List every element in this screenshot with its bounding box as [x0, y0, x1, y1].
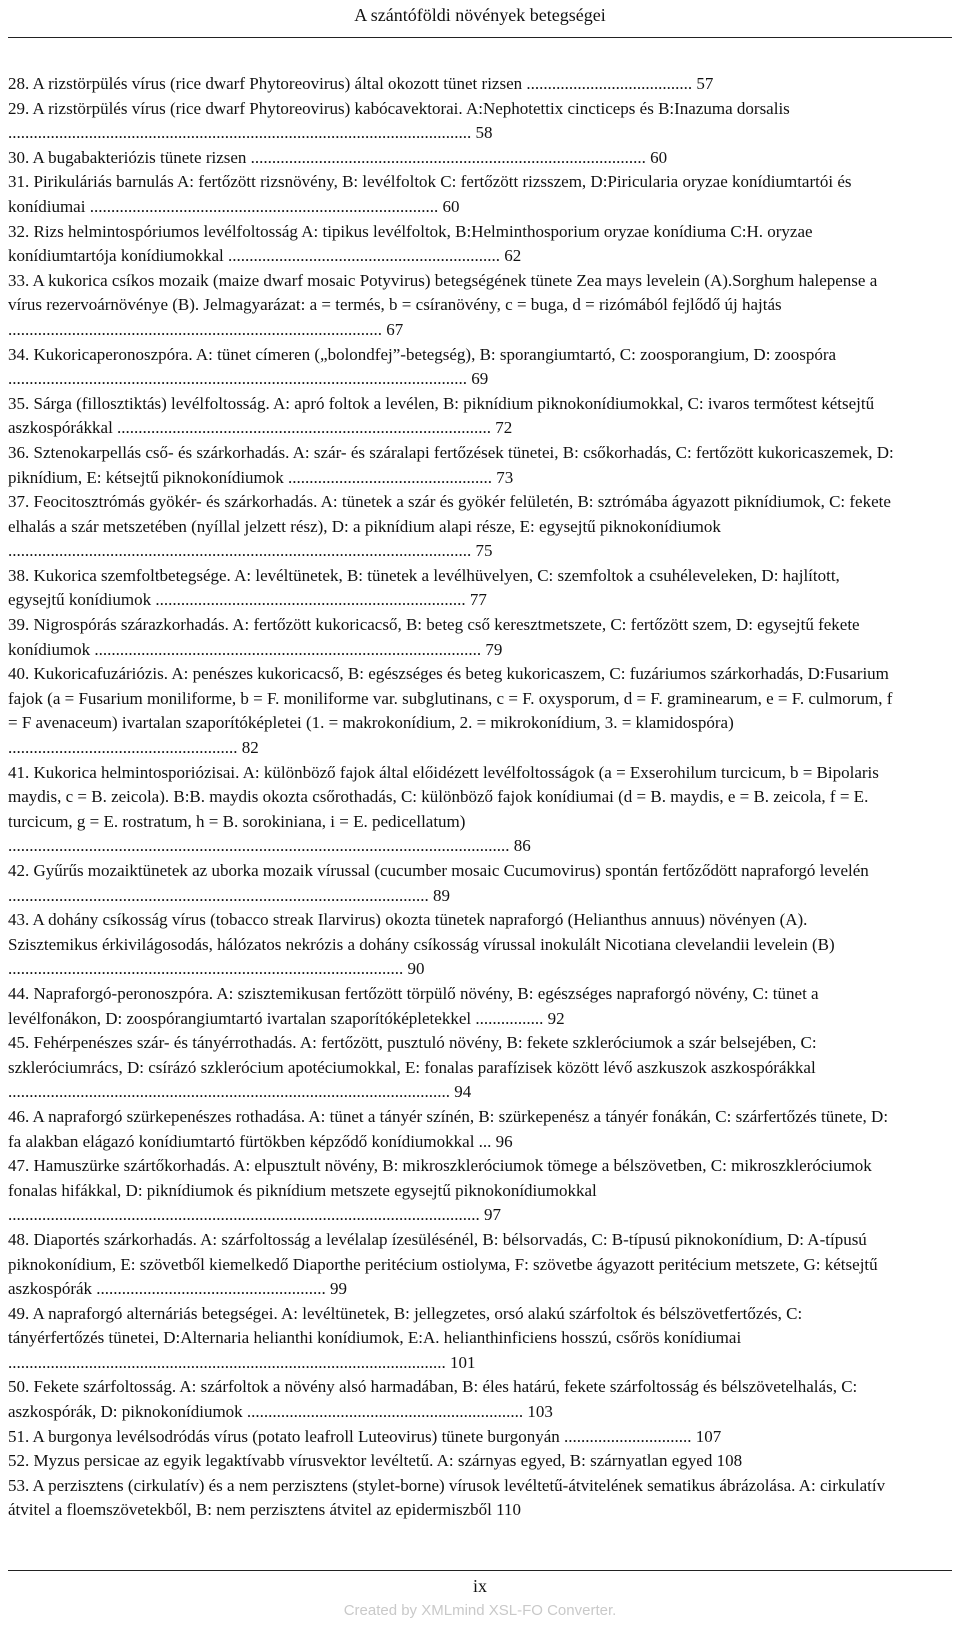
figure-list	[8, 72, 894, 1523]
figure-entry-49[interactable]: 49. A napraforgó alternáriás betegségei. A: levéltünetek, B: jellegzetes, orsó alakú szárfoltok és bélszövetfertőzés, C: tányérfertőzés tünetei, D:Alternaria helianthi konídiumok, E:A. helianthinficiens hosszú, csőrös konídiumai ....................................................................................................... 101	[8, 1303, 803, 1372]
figure-entry-38[interactable]: 38. Kukorica szemfoltbetegsége. A: levéltünetek, B: tünetek a levélhüvelyen, C: szemfoltok a csuhéleveleken, D: hajlított, egysejtű konídiumok ......................................................................... 77	[8, 565, 840, 610]
figure-entry-42[interactable]: 42. Gyűrűs mozaiktünetek az uborka mozaik vírussal (cucumber mosaic Cucumovirus) spontán fertőződött napraforgó levelén ................................................................................................... 89	[8, 861, 869, 905]
figure-entry-47[interactable]: 47. Hamuszürke szártőkorhadás. A: elpusztult növény, B: mikroszkleróciumok tömege a bélszövetben, C: mikroszkleróciumok fonalas hifákkal, D: piknídiumok és piknídium metszete egysejtű piknokonídiumokkal ............................................................................................................... 97	[8, 1156, 872, 1225]
figure-entry-29[interactable]: 29. A rizstörpülés vírus (rice dwarf Phytoreovirus) kabócavektorai. A:Nephotettix cincticeps és B:Inazuma dorsalis ............................................................................................................. 58	[8, 98, 790, 143]
figure-entry-35[interactable]: 35. Sárga (fillosztiktás) levélfoltosság. A: apró foltok a levélen, B: piknídium piknokonídiumokkal, C: ivaros termőtest kétsejtű aszkospórákkal ........................................................................................ 72	[8, 393, 875, 438]
figure-entry-48[interactable]: 48. Diaportés szárkorhadás. A: szárfoltosság a levélalap ízesülésénél, B: bélsorvadás, C: B-típusú piknokonídium, D: A-típusú piknokonídium, E: szövetből kiemelkedő Diaporthe peritécium ostiolума, F: szövetbe ágyazott peritécium metszete, G: kétsejtű aszkospórák ...................................................... 99	[8, 1229, 878, 1299]
figure-entry-41[interactable]: 41. Kukorica helmintosporiózisai. A: különböző fajok által előidézett levélfoltosságok (a = Exserohilum turcicum, b = Bipolaris maydis, c = B. zeicola). B:B. maydis okozta csőrothadás, C: különböző fajok konídiumai (d = B. maydis, e = B. zeicola, f = E. turcicum, g = E. rostratum, h = B. sorokiniana, i = E. pedicellatum) ...................................................................................................................... 86	[8, 762, 879, 856]
figure-entry-46[interactable]: 46. A napraforgó szürkepenészes rothadása. A: tünet a tányér színén, B: szürkepenész a tányér fonákán, C: szárfertőzés tünete, D: fa alakban elágazó konídiumtartó fürtökben képződő konídiumokkal ... 96	[8, 1106, 889, 1151]
figure-entry-40[interactable]: 40. Kukoricafuzáriózis. A: penészes kukoricacső, B: egészséges és beteg kukoricaszem, C: fuzáriumos szárkorhadás, D:Fusarium fajok (a = Fusarium moniliforme, b = F. moniliforme var. subglutinans, c = F. oxysporum, d = F. graminearum, e = F. culmorum, f = F avenaceum) ivartalan szaporítóképletei (1. = makrokonídium, 2. = mikrokonídium, 3. = klamidospóra) ...................................................... 82	[8, 664, 893, 758]
figure-entry-43[interactable]: 43. A dohány csíkosság vírus (tobacco streak Ilarvirus) okozta tünetek napraforgó (Helianthus annuus) növényen (A). Szisztemikus érkivilágosodás, hálózatos nekrózis a dohány csíkosság vírussal inokulált Nicotiana clevelandii levelein (B) ............................................................................................. 90	[8, 910, 835, 979]
figure-entry-34[interactable]: 34. Kukoricaperonoszpóra. A: tünet címeren („bolondfej”-betegség), B: sporangiumtartó, C: zoosporangium, D: zoospóra ............................................................................................................ 69	[8, 344, 837, 389]
converter-watermark: Created by XMLmind XSL-FO Converter.	[343, 1602, 617, 1619]
figure-entry-32[interactable]: 32. Rizs helmintospóriumos levélfoltosság A: tipikus levélfoltok, B:Helminthosporium oryzae konídiuma C:H. oryzae konídiumtartója konídiumokkal ................................................................ 62	[8, 221, 813, 266]
book-title: A szántóföldi növények betegségei	[354, 5, 606, 25]
figure-entry-37[interactable]: 37. Feocitosztrómás gyökér- és szárkorhadás. A: tünetek a szár és gyökér felületén, B: sztrómába ágyazott piknídiumok, C: fekete elhalás a szár metszetében (nyíllal jelzett rész), D: a piknídium alapi része, E: egysejtű piknokonídiumok ............................................................................................................. 75	[8, 492, 891, 561]
figure-entry-30[interactable]: 30. A bugabakteriózis tünete rizsen ............................................................................................. 60	[8, 147, 668, 167]
figure-entry-44[interactable]: 44. Napraforgó-peronoszpóra. A: szisztemikusan fertőzött törpülő növény, B: egészséges napraforgó növény, C: tünet a levélfonákon, D: zoospórangiumtartó ivartalan szaporítóképletekkel ................ 92	[8, 983, 819, 1028]
figure-entry-53[interactable]: 53. A perzisztens (cirkulatív) és a nem perzisztens (stylet-borne) vírusok levéltetű-átvitelének sematikus ábrázolása. A: cirkulatív átvitel a floemszövetekből, B: nem perzisztens átvitel az epidermiszből 110	[8, 1475, 886, 1520]
figure-entry-52[interactable]: 52. Myzus persicae az egyik legaktívabb vírusvektor levéltetű. A: szárnyas egyed, B: szárnyatlan egyed 108	[8, 1451, 743, 1471]
figure-entry-51[interactable]: 51. A burgonya levélsodródás vírus (potato leafroll Luteovirus) tünete burgonyán .............................. 107	[8, 1426, 722, 1446]
figure-entry-31[interactable]: 31. Pirikuláriás barnulás A: fertőzött rizsnövény, B: levélfoltok C: fertőzött rizsszem, D:Piricularia oryzae konídiumtartói és konídiumai .................................................................................. 60	[8, 172, 852, 216]
figure-entry-39[interactable]: 39. Nigrospórás szárazkorhadás. A: fertőzött kukoricacső, B: beteg cső keresztmetszete, C: fertőzött szem, D: egysejtű fekete konídiumok ........................................................................................... 79	[8, 615, 860, 659]
figure-entry-45[interactable]: 45. Fehérpenészes szár- és tányérrothadás. A: fertőzött, pusztuló növény, B: fekete szkleróciumok a szár belsejében, C: szkleróciumrács, D: csírázó szklerócium apotéciumokkal, E: fonalas parafízisek között lévő aszkuszok aszkospórákkal ........................................................................................................ 94	[8, 1033, 817, 1102]
figure-entry-50[interactable]: 50. Fekete szárfoltosság. A: szárfoltok a növény alsó harmadában, B: éles határú, fekete szárfoltosság és bélszövetelhalás, C: aszkospórák, D: piknokonídiumok ................................................................. 103	[8, 1377, 858, 1422]
page-number: ix	[472, 1576, 487, 1596]
header-divider	[8, 37, 952, 38]
figure-entry-36[interactable]: 36. Sztenokarpellás cső- és szárkorhadás. A: szár- és száralapi fertőzések tünetei, B: csőkorhadás, C: fertőzött kukoricaszemek, D: piknídium, E: kétsejtű piknokonídiumok ................................................ 73	[8, 442, 894, 487]
footer-divider	[8, 1570, 952, 1571]
figure-entry-33[interactable]: 33. A kukorica csíkos mozaik (maize dwarf mosaic Potyvirus) betegségének tünete Zea mays levelein (A).Sorghum halepense a vírus rezervoárnövénye (B). Jelmagyarázat: a = termés, b = csíranövény, c = buga, d = rizómából fejlődő új hajtás ........................................................................................ 67	[8, 270, 878, 339]
figure-entry-28[interactable]: 28. A rizstörpülés vírus (rice dwarf Phytoreovirus) által okozott tünet rizsen ....................................... 57	[8, 74, 714, 93]
